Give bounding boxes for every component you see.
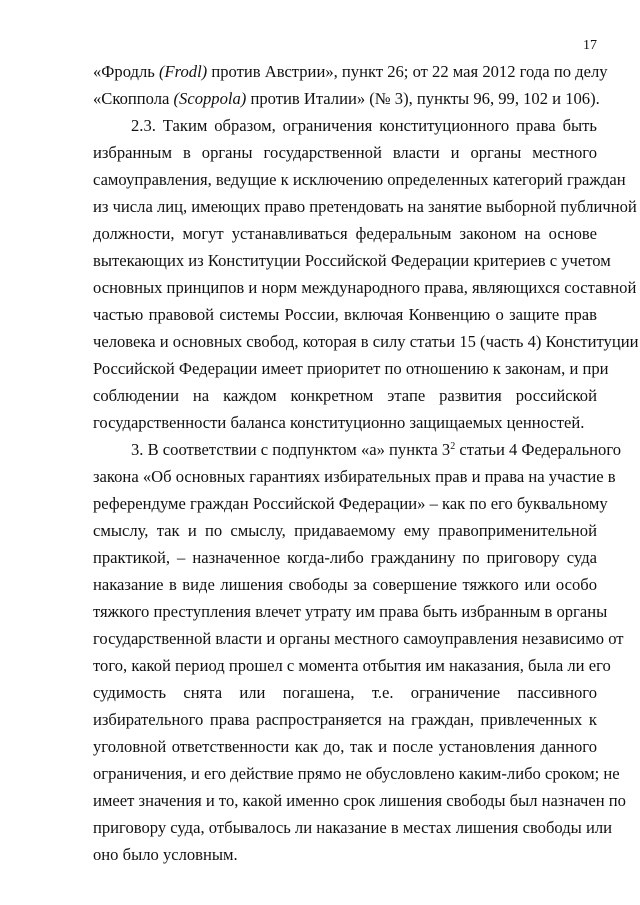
text-segment: «Скоппола bbox=[93, 89, 174, 108]
text-line: референдуме граждан Российской Федерации» – как по его буквальному bbox=[93, 494, 608, 513]
paragraph-first-line bbox=[131, 440, 622, 460]
text-line: самоуправления, ведущие к исключению определенных категорий граждан bbox=[93, 170, 626, 189]
text-line: оно было условным. bbox=[93, 845, 238, 864]
text-line: того, какой период прошел с момента отбытия им наказания, была ли его bbox=[93, 656, 611, 675]
text-line: государственной власти и органы местного самоуправления независимо от bbox=[93, 629, 624, 648]
text-line: ограничения, и его действие прямо не обусловлено каким-либо сроком; не bbox=[93, 764, 620, 783]
text-line: избранным в органы государственной власти и органы местного bbox=[93, 143, 597, 162]
text-segment: против Италии» (№ 3), пункты 96, 99, 102 и 106). bbox=[246, 89, 600, 108]
text-segment: против Австрии», пункт 26; от 22 мая 2012 года по делу bbox=[207, 62, 608, 81]
text-line: имеет значения и то, какой именно срок лишения свободы был назначен по bbox=[93, 791, 626, 810]
text-line bbox=[93, 62, 608, 82]
text-line: избирательного права распространяется на граждан, привлеченных к bbox=[93, 710, 597, 729]
text-line: государственности баланса конституционно защищаемых ценностей. bbox=[93, 413, 585, 432]
text-line bbox=[93, 89, 600, 109]
text-line: наказание в виде лишения свободы за совершение тяжкого или особо bbox=[93, 575, 597, 594]
text-line: судимость снята или погашена, т.е. ограничение пассивного bbox=[93, 683, 597, 702]
text-segment: «Фродль bbox=[93, 62, 159, 81]
text-line: смыслу, так и по смыслу, придаваемому ему правоприменительной bbox=[93, 521, 597, 540]
text-line: соблюдении на каждом конкретном этапе развития российской bbox=[93, 386, 597, 405]
text-line: вытекающих из Конституции Российской Федерации критериев с учетом bbox=[93, 251, 611, 270]
paragraph-first-line: 2.3. Таким образом, ограничения конституционного права быть bbox=[131, 116, 597, 135]
text-segment-italic: (Scoppola) bbox=[173, 89, 247, 108]
text-line: тяжкого преступления влечет утрату им права быть избранным в органы bbox=[93, 602, 608, 621]
text-line: должности, могут устанавливаться федеральным законом на основе bbox=[93, 224, 597, 243]
text-line: человека и основных свобод, которая в силу статьи 15 (часть 4) Конституции bbox=[93, 332, 639, 351]
text-line: из числа лиц, имеющих право претендовать на занятие выборной публичной bbox=[93, 197, 637, 216]
superscript: 2 bbox=[450, 441, 456, 452]
text-line: практикой, – назначенное когда-либо гражданину по приговору суда bbox=[93, 548, 597, 567]
text-line: Российской Федерации имеет приоритет по отношению к законам, и при bbox=[93, 359, 609, 378]
text-segment: статьи 4 Федерального bbox=[455, 440, 622, 459]
text-line: закона «Об основных гарантиях избирательных прав и права на участие в bbox=[93, 467, 616, 486]
text-segment-italic: (Frodl) bbox=[158, 62, 208, 81]
page-number: 17 bbox=[583, 38, 597, 53]
text-segment: 3. В соответствии с подпунктом «а» пункта 3 bbox=[131, 440, 451, 459]
text-line: уголовной ответственности как до, так и после установления данного bbox=[93, 737, 597, 756]
text-line: приговору суда, отбывалось ли наказание в местах лишения свободы или bbox=[93, 818, 612, 837]
text-line: основных принципов и норм международного права, являющихся составной bbox=[93, 278, 637, 297]
text-line: частью правовой системы России, включая Конвенцию о защите прав bbox=[93, 305, 597, 324]
